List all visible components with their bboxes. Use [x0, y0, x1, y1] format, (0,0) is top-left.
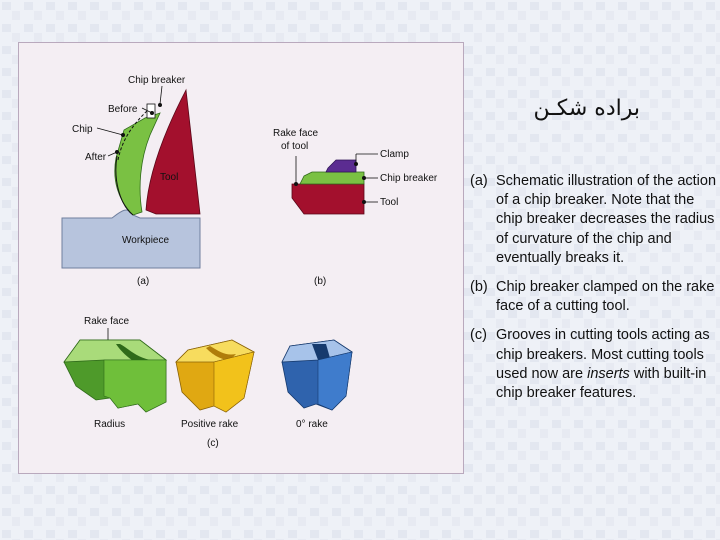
- caption-c-text-end: with built-in chip breaker features.: [496, 365, 707, 402]
- caption-a-letter: (a): [470, 173, 488, 189]
- insert-radius-icon: [64, 340, 166, 412]
- label-chip-breaker-b: Chip breaker: [380, 173, 438, 184]
- label-radius: Radius: [94, 419, 126, 430]
- caption-c-text-start: Grooves in cutting tools acting as chip breakers. Most cutting tools used now are: [496, 327, 710, 382]
- chip-breaker-b: [300, 172, 364, 184]
- caption-c-emphasis: inserts: [587, 365, 630, 382]
- label-zero-rake: 0° rake: [296, 419, 328, 430]
- label-rake-face-c: Rake face: [84, 316, 130, 327]
- clamp-b: [326, 160, 356, 172]
- caption-b: [470, 278, 718, 316]
- caption-a-text: Schematic illustration of the action of a chip breaker. Note that the chip breaker decreases the radius of curvature of the chip and eventually breaks it.: [496, 173, 717, 266]
- label-tool-a: Tool: [160, 172, 179, 183]
- label-tool-b: Tool: [380, 197, 399, 208]
- label-rake-face-b1: Rake face: [273, 128, 319, 139]
- insert-zero-rake-icon: [282, 340, 352, 410]
- label-after: After: [85, 152, 107, 163]
- label-chip-breaker-a: Chip breaker: [128, 75, 186, 86]
- tool-b-body: [292, 184, 364, 214]
- caption-b-letter: (b): [470, 279, 488, 296]
- slide-title: براده شکـن: [533, 96, 640, 121]
- label-clamp: Clamp: [380, 149, 409, 160]
- caption-list: [470, 172, 718, 413]
- label-chip: Chip: [72, 124, 93, 135]
- label-panel-b: (b): [314, 276, 327, 287]
- insert-positive-rake-icon: [176, 340, 254, 412]
- label-panel-c: (c): [207, 438, 219, 449]
- caption-b-text: Chip breaker clamped on the rake face of a cutting tool.: [496, 279, 715, 315]
- label-before: Before: [108, 104, 138, 115]
- label-panel-a: (a): [137, 276, 150, 287]
- caption-a: [470, 172, 718, 268]
- caption-c-letter: (c): [470, 327, 487, 344]
- label-positive-rake: Positive rake: [181, 419, 239, 430]
- caption-c: [470, 326, 718, 403]
- label-rake-face-b2: of tool: [281, 141, 309, 152]
- caption-c-text: [496, 326, 718, 403]
- label-workpiece: Workpiece: [122, 235, 170, 246]
